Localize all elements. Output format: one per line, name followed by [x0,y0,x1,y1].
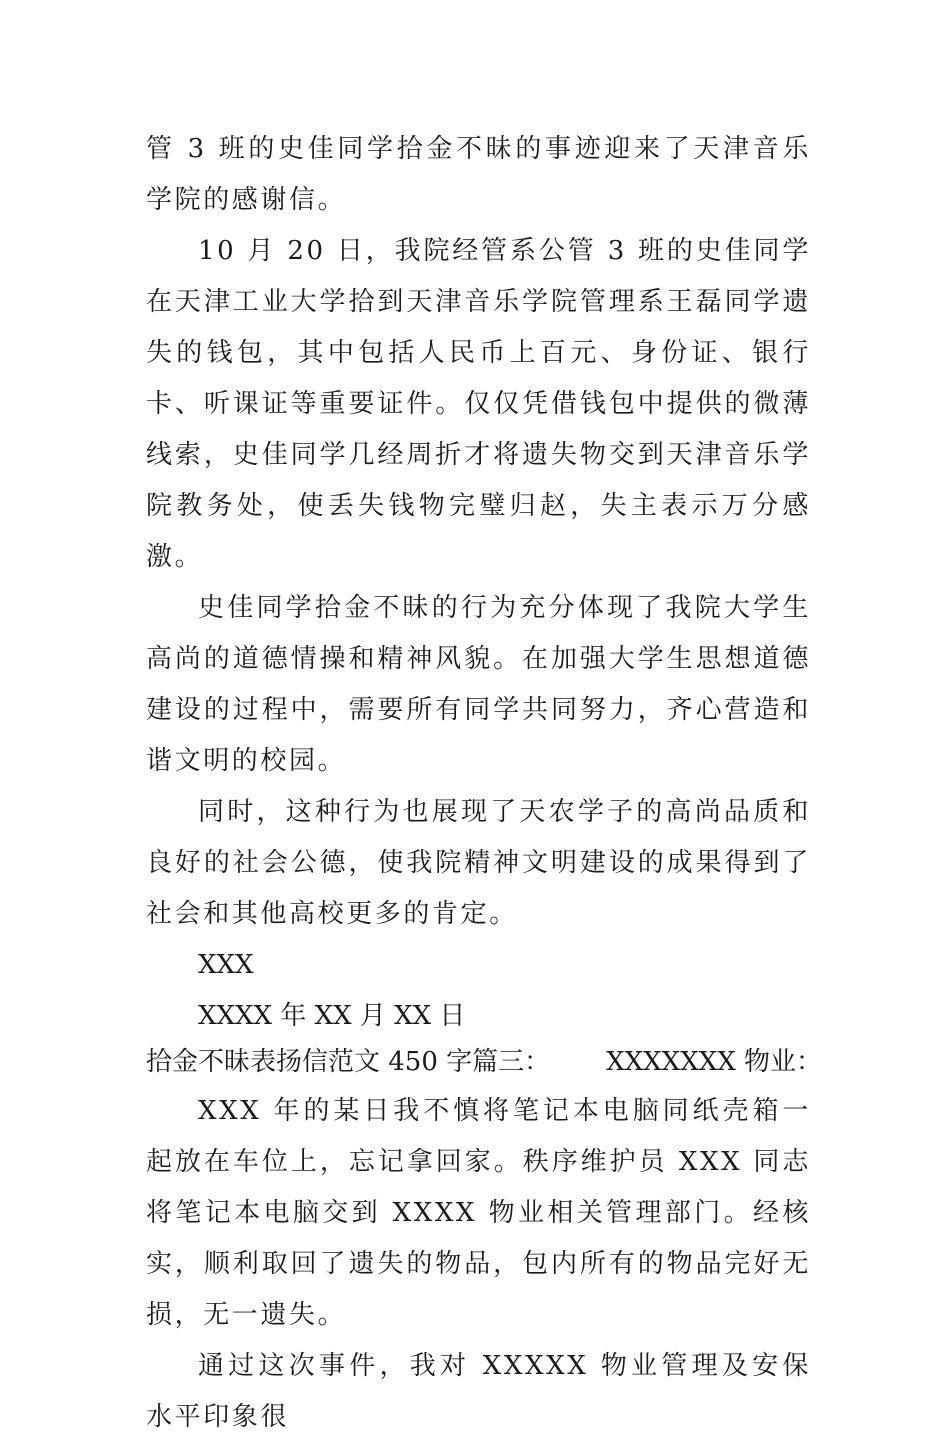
paragraph-conclusion: 同时，这种行为也展现了天农学子的高尚品质和良好的社会公德，使我院精神文明建设的成果得到了社会和其他高校更多的肯定。 [146,797,811,929]
document-body [146,124,822,1443]
section-title: 拾金不昧表扬信范文 450 字篇三： [146,1047,551,1077]
paragraph-continued: 管 3 班的史佳同学拾金不昧的事迹迎来了天津音乐学院的感谢信。 [146,134,811,215]
section-heading [146,1042,822,1082]
paragraph-praise: 史佳同学拾金不昧的行为充分体现了我院大学生高尚的道德情操和精神风貌。在加强大学生思想道德建设的过程中，需要所有同学共同努力，齐心营造和谐文明的校园。 [146,593,811,776]
paragraph-laptop: XXX 年的某日我不慎将笔记本电脑同纸壳箱一起放在车位上，忘记拿回家。秩序维护员 XXX 同志将笔记本电脑交到 XXXX 物业相关管理部门。经核实，顺利取回了遗失的物品，包内所有的物品完好无损，无一遗失。 [146,1096,811,1330]
signature-name: XXX [198,950,254,980]
paragraph-incident: 10 月 20 日，我院经管系公管 3 班的史佳同学在天津工业大学拾到天津音乐学院管理系王磊同学遗失的钱包，其中包括人民币上百元、身份证、银行卡、听课证等重要证件。仅仅凭借钱包中提供的微薄线索，史佳同学几经周折才将遗失物交到天津音乐学院教务处，使丢失钱物完璧归赵，失主表示万分感激。 [146,236,811,572]
signature-date: XXXX 年 XX 月 XX 日 [198,1001,466,1031]
paragraph-impression: 通过这次事件，我对 XXXXX 物业管理及安保水平印象很 [146,1351,811,1432]
section-recipient: XXXXXXX 物业： [606,1047,822,1077]
